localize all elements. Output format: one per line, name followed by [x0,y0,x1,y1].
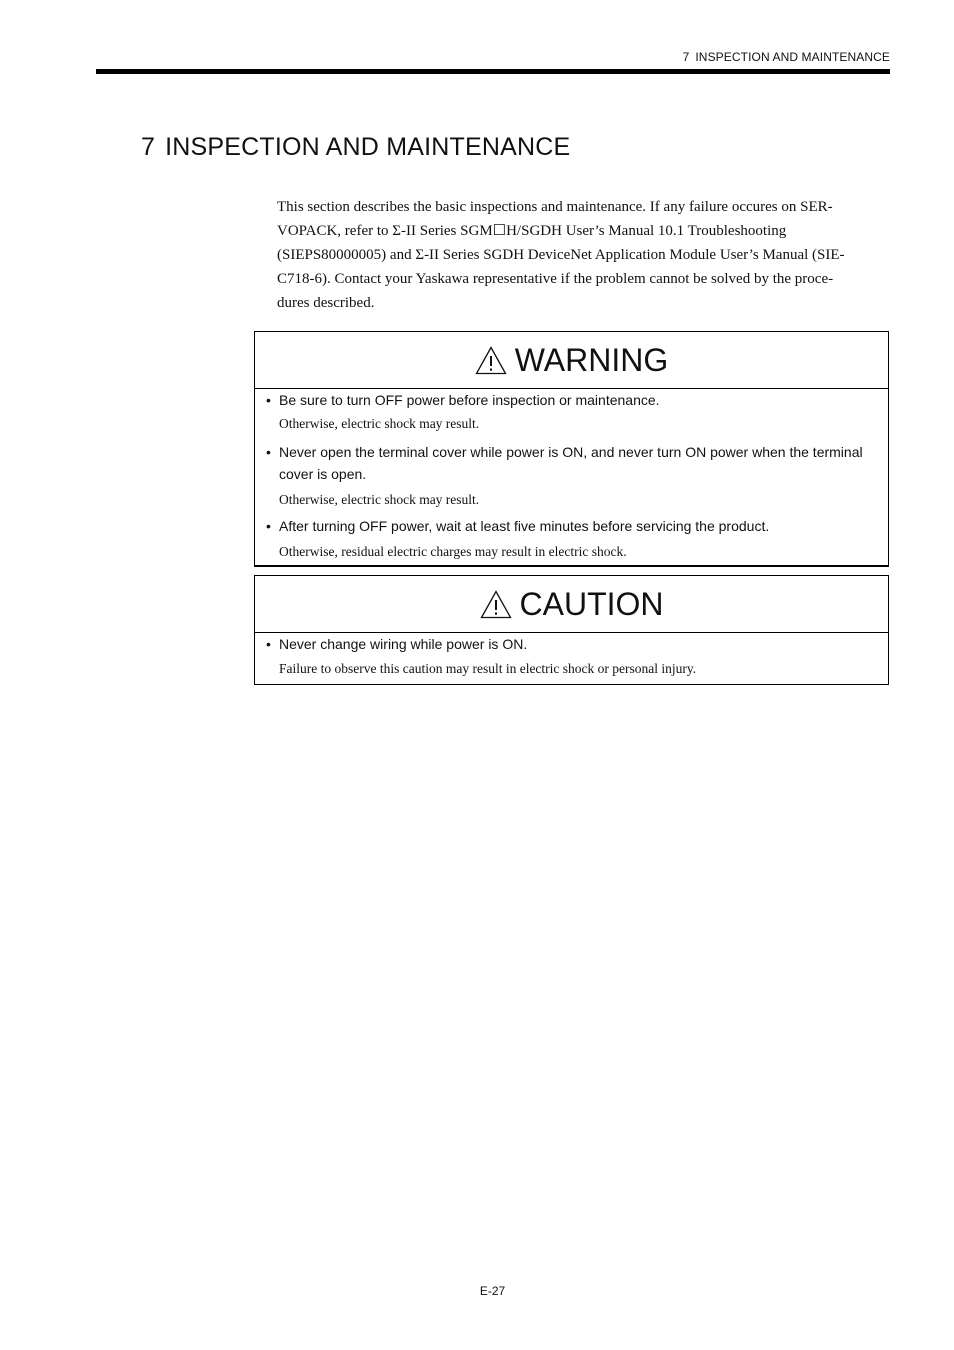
header-rule [96,69,890,74]
caution-title: CAUTION [519,585,664,622]
caution-item-text [266,633,880,655]
warning-item-text [266,389,880,411]
caution-item-line: Never change wiring while power is ON. [279,636,528,652]
warning-item-text [266,515,880,537]
caution-item [266,633,880,678]
page-number: E-27 [479,1284,506,1298]
warning-item-line: Never open the terminal cover while power is ON, and never turn ON power when the terminal [279,444,863,460]
bullet: • [266,636,271,652]
bullet: • [266,518,271,534]
intro-line: dures described. [277,295,375,311]
warning-consequence: Otherwise, electric shock may result. [279,492,480,507]
running-header [683,50,890,64]
running-header-number: 7 [682,50,690,64]
bullet: • [266,392,271,408]
warning-triangle-icon [475,346,507,375]
warning-consequence: Otherwise, residual electric charges may result in electric shock. [279,544,627,559]
intro-line: C718-6). Contact your Yaskawa representative if the problem cannot be solved by the proce- [277,271,834,287]
intro-line: (SIEPS80000005) and Σ-II Series SGDH DeviceNet Application Module User’s Manual (SIE- [277,247,845,263]
warning-item-line: cover is open. [279,466,367,482]
warning-consequence: Otherwise, electric shock may result. [279,416,480,431]
section-title-text: INSPECTION AND MAINTENANCE [165,133,571,161]
intro-line: VOPACK, refer to Σ-II Series SGM☐H/SGDH User’s Manual 10.1 Troubleshooting [277,223,787,239]
warning-item [266,389,880,433]
intro-paragraph [277,195,889,315]
warning-item-line: Be sure to turn OFF power before inspection or maintenance. [279,392,660,408]
warning-item-text [266,441,880,485]
warning-item-lines [279,441,863,485]
warning-item [266,515,880,561]
section-title [141,133,570,162]
caution-consequence: Failure to observe this caution may result in electric shock or personal injury. [279,661,697,676]
warning-header [255,332,888,389]
warning-item-line: After turning OFF power, wait at least five minutes before servicing the product. [279,518,770,534]
bullet: • [266,444,271,460]
section-number: 7 [141,133,156,161]
caution-header [255,576,888,633]
running-header-title: INSPECTION AND MAINTENANCE [695,50,890,64]
warning-box [254,331,889,567]
warning-triangle-icon [480,590,512,619]
warning-item [266,441,880,509]
caution-box [254,575,889,685]
intro-line: This section describes the basic inspections and maintenance. If any failure occures on SER- [277,199,833,215]
warning-title: WARNING [514,341,669,378]
